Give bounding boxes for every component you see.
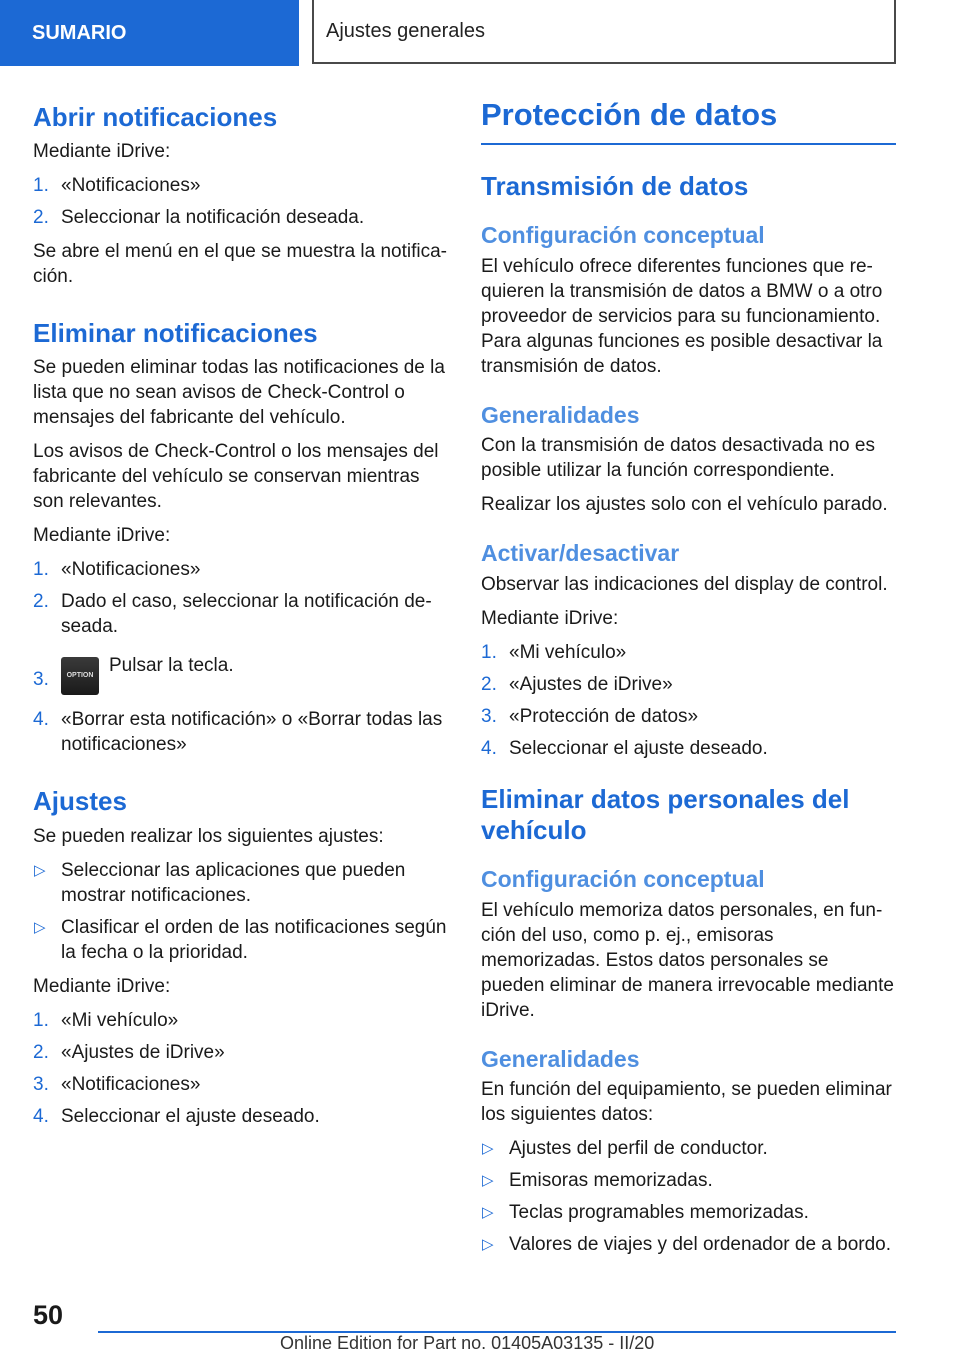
bullet-text: Valores de viajes y del ordenador de a bordo. xyxy=(509,1234,892,1256)
heading-configuracion-conceptual-2: Configuración conceptual xyxy=(481,866,765,893)
list-item xyxy=(33,1040,449,1065)
list-item xyxy=(33,858,449,908)
list-item xyxy=(33,557,449,582)
heading-transmision-datos: Transmisión de datos xyxy=(481,170,749,201)
step-number: 1. xyxy=(33,175,49,197)
list-item xyxy=(481,1136,896,1161)
list-item xyxy=(33,1072,449,1097)
list-item xyxy=(33,173,449,198)
page-number: 50 xyxy=(33,1300,64,1330)
abrir-intro: Mediante iDrive: xyxy=(33,141,171,163)
step-text: Pulsar la tecla. xyxy=(109,655,234,677)
tab-sumario[interactable]: SUMARIO xyxy=(0,0,299,66)
step-text: «Notificaciones» xyxy=(61,175,201,197)
section-title: Ajustes generales xyxy=(312,0,896,64)
step-number: 2. xyxy=(33,207,49,229)
bullet-text: Ajustes del perfil de conductor. xyxy=(509,1138,768,1160)
right-column xyxy=(481,96,896,1266)
option-button-icon: OPTION xyxy=(61,657,99,695)
eliminar-p1: Se pueden eliminar todas las notificaciones de la lista que no sean avisos de Check-Control o mensajes del fabricante del vehículo. xyxy=(33,357,445,429)
list-item xyxy=(481,1232,896,1257)
step-number: 4. xyxy=(33,709,49,731)
eliminar-gen-p1: En función del equipamiento, se pueden eliminar los siguientes datos: xyxy=(481,1079,892,1126)
step-text: «Notificaciones» xyxy=(61,559,201,581)
step-text: «Mi vehículo» xyxy=(509,641,627,663)
step-text: Seleccionar el ajuste deseado. xyxy=(61,1105,320,1127)
abrir-after: Se abre el menú en el que se muestra la notifica‐ción. xyxy=(33,241,448,288)
ajustes-intro: Se pueden realizar los siguientes ajustes: xyxy=(33,825,384,847)
bullet-text: Teclas programables memorizadas. xyxy=(509,1202,809,1224)
step-number: 1. xyxy=(33,1009,49,1031)
step-number: 3. xyxy=(33,1073,49,1095)
list-item xyxy=(33,707,449,757)
heading-proteccion-datos: Protección de datos xyxy=(481,96,896,145)
list-item xyxy=(33,915,449,965)
footer-edition: Online Edition for Part no. 01405A03135 - II/20 xyxy=(280,1333,655,1353)
step-number: 2. xyxy=(33,1041,49,1063)
list-item xyxy=(481,640,896,665)
activar-steps xyxy=(481,640,896,761)
heading-eliminar-datos-personales: Eliminar datos personales del vehículo xyxy=(481,783,850,845)
triangle-bullet-icon: ▷ xyxy=(482,1172,494,1190)
transmision-conceptual-text: El vehículo ofrece diferentes funciones que re‐quieren la transmisión de datos a BMW o a otro proveedor de servicios para su funcionamiento. Para algunas funciones es posible desactivar la transmisión de datos. xyxy=(481,255,883,377)
top-bar xyxy=(0,0,960,66)
list-item xyxy=(481,1168,896,1193)
ajustes-intro2: Mediante iDrive: xyxy=(33,975,171,997)
activar-intro: Mediante iDrive: xyxy=(481,607,619,629)
bullet-text: Clasificar el orden de las notificaciones según la fecha o la prioridad. xyxy=(61,916,447,963)
triangle-bullet-icon: ▷ xyxy=(482,1140,494,1158)
triangle-bullet-icon: ▷ xyxy=(34,861,46,879)
step-number: 1. xyxy=(33,559,49,581)
eliminar-intro: Mediante iDrive: xyxy=(33,525,171,547)
eliminar-bullets xyxy=(481,1136,896,1257)
step-number: 2. xyxy=(33,591,49,613)
ajustes-bullets xyxy=(33,858,449,965)
bullet-text: Emisoras memorizadas. xyxy=(509,1170,713,1192)
step-text: «Borrar esta notificación» o «Borrar todas las notificaciones» xyxy=(61,709,443,756)
list-item xyxy=(33,1104,449,1129)
step-text: «Notificaciones» xyxy=(61,1073,201,1095)
step-number: 3. xyxy=(481,705,497,727)
list-item xyxy=(33,589,449,639)
heading-generalidades: Generalidades xyxy=(481,401,640,428)
eliminar-conceptual-text: El vehículo memoriza datos personales, en fun‐ción del uso, como p. ej., emisoras memorizadas. Estos datos personales se pueden eliminar de manera irrevocable mediante iDrive. xyxy=(481,899,894,1021)
triangle-bullet-icon: ▷ xyxy=(34,918,46,936)
heading-generalidades-2: Generalidades xyxy=(481,1045,640,1072)
list-item xyxy=(33,1008,449,1033)
step-number: 4. xyxy=(33,1105,49,1127)
step-number: 3. xyxy=(33,669,49,691)
step-text: «Protección de datos» xyxy=(509,705,699,727)
heading-eliminar-notificaciones: Eliminar notificaciones xyxy=(33,318,318,349)
bullet-text: Seleccionar las aplicaciones que pueden mostrar notificaciones. xyxy=(61,859,406,906)
heading-activar-desactivar: Activar/desactivar xyxy=(481,540,680,567)
step-text: Dado el caso, seleccionar la notificación de‐seada. xyxy=(61,591,432,638)
transmision-gen-p2: Realizar los ajustes solo con el vehículo parado. xyxy=(481,494,888,516)
step-number: 1. xyxy=(481,641,497,663)
step-number: 2. xyxy=(481,673,497,695)
eliminar-p2: Los avisos de Check-Control o los mensajes del fabricante del vehículo se conservan mientras son relevantes. xyxy=(33,441,439,513)
step-text: «Mi vehículo» xyxy=(61,1009,179,1031)
eliminar-steps xyxy=(33,557,449,757)
list-item xyxy=(481,672,896,697)
step-text: «Ajustes de iDrive» xyxy=(509,673,673,695)
list-item xyxy=(33,205,449,230)
step-number: 4. xyxy=(481,737,497,759)
triangle-bullet-icon: ▷ xyxy=(482,1204,494,1222)
heading-configuracion-conceptual: Configuración conceptual xyxy=(481,221,765,248)
ajustes-steps xyxy=(33,1008,449,1129)
list-item xyxy=(481,1200,896,1225)
step-text: «Ajustes de iDrive» xyxy=(61,1041,225,1063)
list-item xyxy=(481,736,896,761)
transmision-gen-p1: Con la transmisión de datos desactivada no es posible utilizar la función correspondiente. xyxy=(481,435,875,482)
left-column xyxy=(33,96,449,1138)
heading-ajustes: Ajustes xyxy=(33,786,127,817)
step-text: Seleccionar la notificación deseada. xyxy=(61,207,365,229)
heading-abrir-notificaciones: Abrir notificaciones xyxy=(33,102,278,132)
activar-p1: Observar las indicaciones del display de control. xyxy=(481,573,888,595)
step-text: Seleccionar el ajuste deseado. xyxy=(509,737,768,759)
triangle-bullet-icon: ▷ xyxy=(482,1236,494,1254)
list-item xyxy=(33,653,449,695)
abrir-steps xyxy=(33,173,449,230)
list-item xyxy=(481,704,896,729)
